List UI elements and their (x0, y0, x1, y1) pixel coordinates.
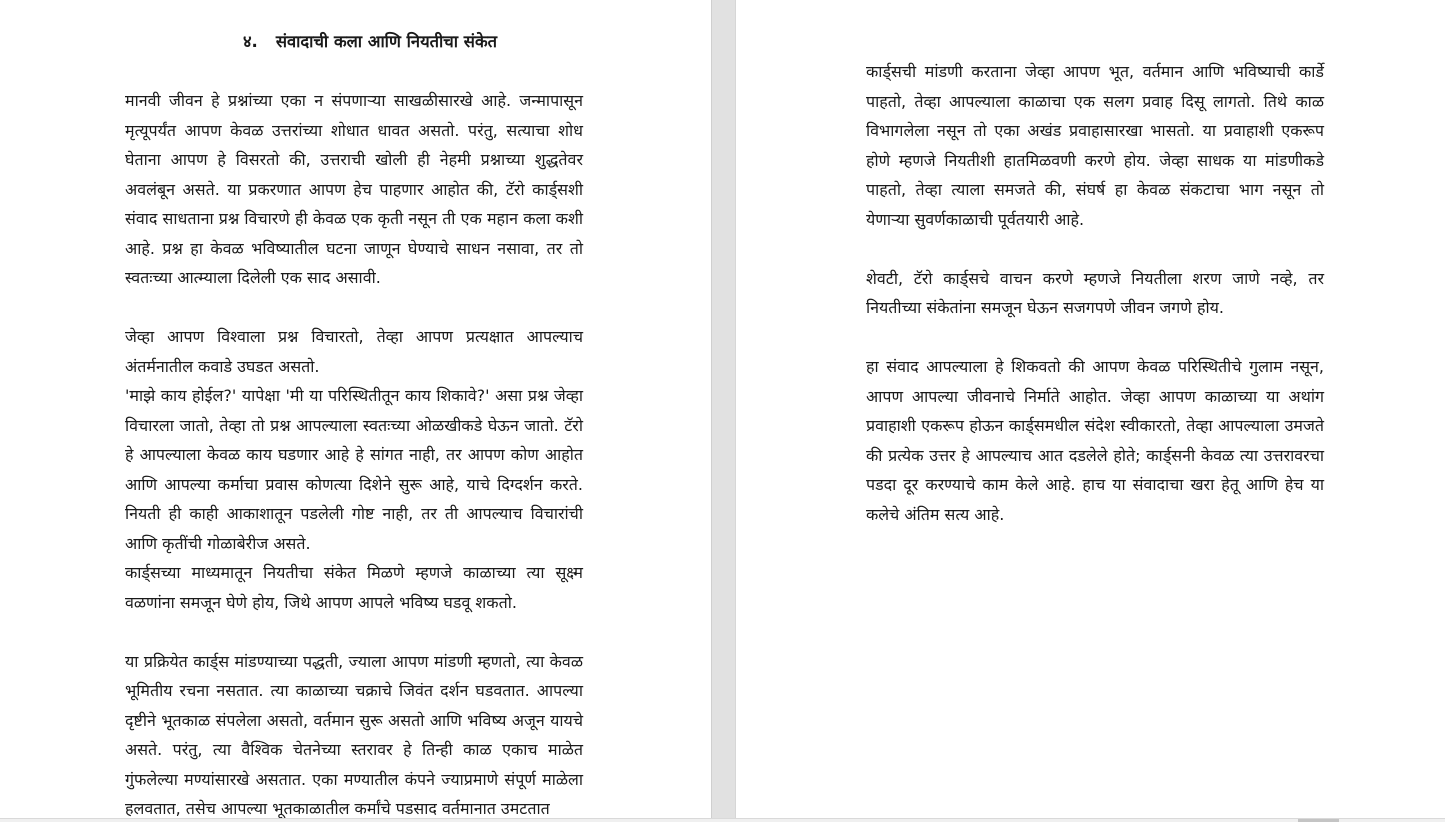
paragraph: या प्रक्रियेत कार्ड्स मांडण्याच्या पद्धती, ज्याला आपण मांडणी म्हणतो, त्या केवळ भूमितीय रचना नसतात. त्या काळाच्या चक्राचे जिवंत दर्शन घडवतात. आपल्या दृष्टीने भूतकाळ संपलेला असतो, वर्तमान सुरू असतो आणि भविष्य अजून यायचे असते. परंतु, त्या वैश्विक चेतनेच्या स्तरावर हे तिन्ही काळ एकाच माळेत गुंफलेल्या मण्यांसारखे असतात. एका मण्यातील कंपने ज्याप्रमाणे संपूर्ण माळेला हलवतात, तसेच आपल्या भूतकाळातील कर्मांचे पडसाद वर्तमानात उमटतात (125, 651, 583, 818)
chapter-heading (125, 28, 615, 56)
right-page-body (866, 57, 1324, 529)
paragraph: जेव्हा आपण विश्वाला प्रश्न विचारतो, तेव्हा आपण प्रत्यक्षात आपल्याच अंतर्मनातील कवाडे उघडत असतो. (125, 327, 583, 376)
paragraph: शेवटी, टॅरो कार्ड्सचे वाचन करणे म्हणजे नियतीला शरण जाणे नव्हे, तर नियतीच्या संकेतांना समजून घेऊन सजगपणे जीवन जगणे होय. (866, 268, 1324, 317)
chapter-number: ४. (242, 32, 258, 51)
document-page-right (737, 0, 1445, 818)
left-page-body (125, 86, 583, 818)
paragraph: हा संवाद आपल्याला हे शिकवतो की आपण केवळ परिस्थितीचे गुलाम नसून, आपण आपल्या जीवनाचे निर्माते आहोत. जेव्हा आपण काळाच्या या अथांग प्रवाहाशी एकरूप होऊन कार्ड्समधील संदेश स्वीकारतो, तेव्हा आपल्याला उमजते की प्रत्येक उत्तर हे आपल्याच आत दडलेले होते; कार्ड्सनी केवळ त्या उत्तरावरचा पडदा दूर करण्याचे काम केले आहे. हाच या संवादाचा खरा हेतू आणि हेच या कलेचे अंतिम सत्य आहे. (866, 357, 1324, 524)
chapter-title: संवादाची कला आणि नियतीचा संकेत (275, 32, 498, 51)
page-gutter (711, 0, 736, 818)
paragraph: 'माझे काय होईल?' यापेक्षा 'मी या परिस्थितीतून काय शिकावे?' असा प्रश्न जेव्हा विचारला जातो, तेव्हा तो प्रश्न आपल्याला स्वतःच्या ओळखीकडे घेऊन जातो. टॅरो हे आपल्याला केवळ काय घडणार आहे हे सांगत नाही, तर आपण कोण आहोत आणि आपल्या कर्माचा प्रवास कोणत्या दिशेने सुरू आहे, याचे दिग्दर्शन करते. नियती ही काही आकाशातून पडलेली गोष्ट नाही, तर ती आपल्याच विचारांची आणि कृतींची गोळाबेरीज असते. (125, 386, 583, 553)
paragraph: मानवी जीवन हे प्रश्नांच्या एका न संपणाऱ्या साखळीसारखे आहे. जन्मापासून मृत्यूपर्यंत आपण केवळ उत्तरांच्या शोधात धावत असतो. परंतु, सत्याचा शोध घेताना आपण हे विसरतो की, उत्तराची खोली ही नेहमी प्रश्नाच्या शुद्धतेवर अवलंबून असते. या प्रकरणात आपण हेच पाहणार आहोत की, टॅरो कार्ड्सशी संवाद साधताना प्रश्न विचारणे ही केवळ एक कृती नसून ती एक महान कला कशी आहे. प्रश्न हा केवळ भविष्यातील घटना जाणून घेण्याचे साधन नसावा, तर तो स्वतःच्या आत्म्याला दिलेली एक साद असावी. (125, 91, 583, 287)
horizontal-scrollbar[interactable] (0, 818, 1445, 822)
paragraph: कार्ड्सच्या माध्यमातून नियतीचा संकेत मिळणे म्हणजे काळाच्या त्या सूक्ष्म वळणांना समजून घेणे होय, जिथे आपण आपले भविष्य घडवू शकतो. (125, 563, 583, 612)
paragraph: कार्ड्सची मांडणी करताना जेव्हा आपण भूत, वर्तमान आणि भविष्याची कार्डे पाहतो, तेव्हा आपल्याला काळाचा एक सलग प्रवाह दिसू लागतो. तिथे काळ विभागलेला नसून तो एका अखंड प्रवाहासारखा भासतो. या प्रवाहाशी एकरूप होणे म्हणजे नियतीशी हातमिळवणी करणे होय. जेव्हा साधक या मांडणीकडे पाहतो, तेव्हा त्याला समजते की, संघर्ष हा केवळ संकटाचा भाग नसून तो येणाऱ्या सुवर्णकाळाची पूर्वतयारी आहे. (866, 62, 1324, 229)
document-page-left (0, 0, 711, 818)
